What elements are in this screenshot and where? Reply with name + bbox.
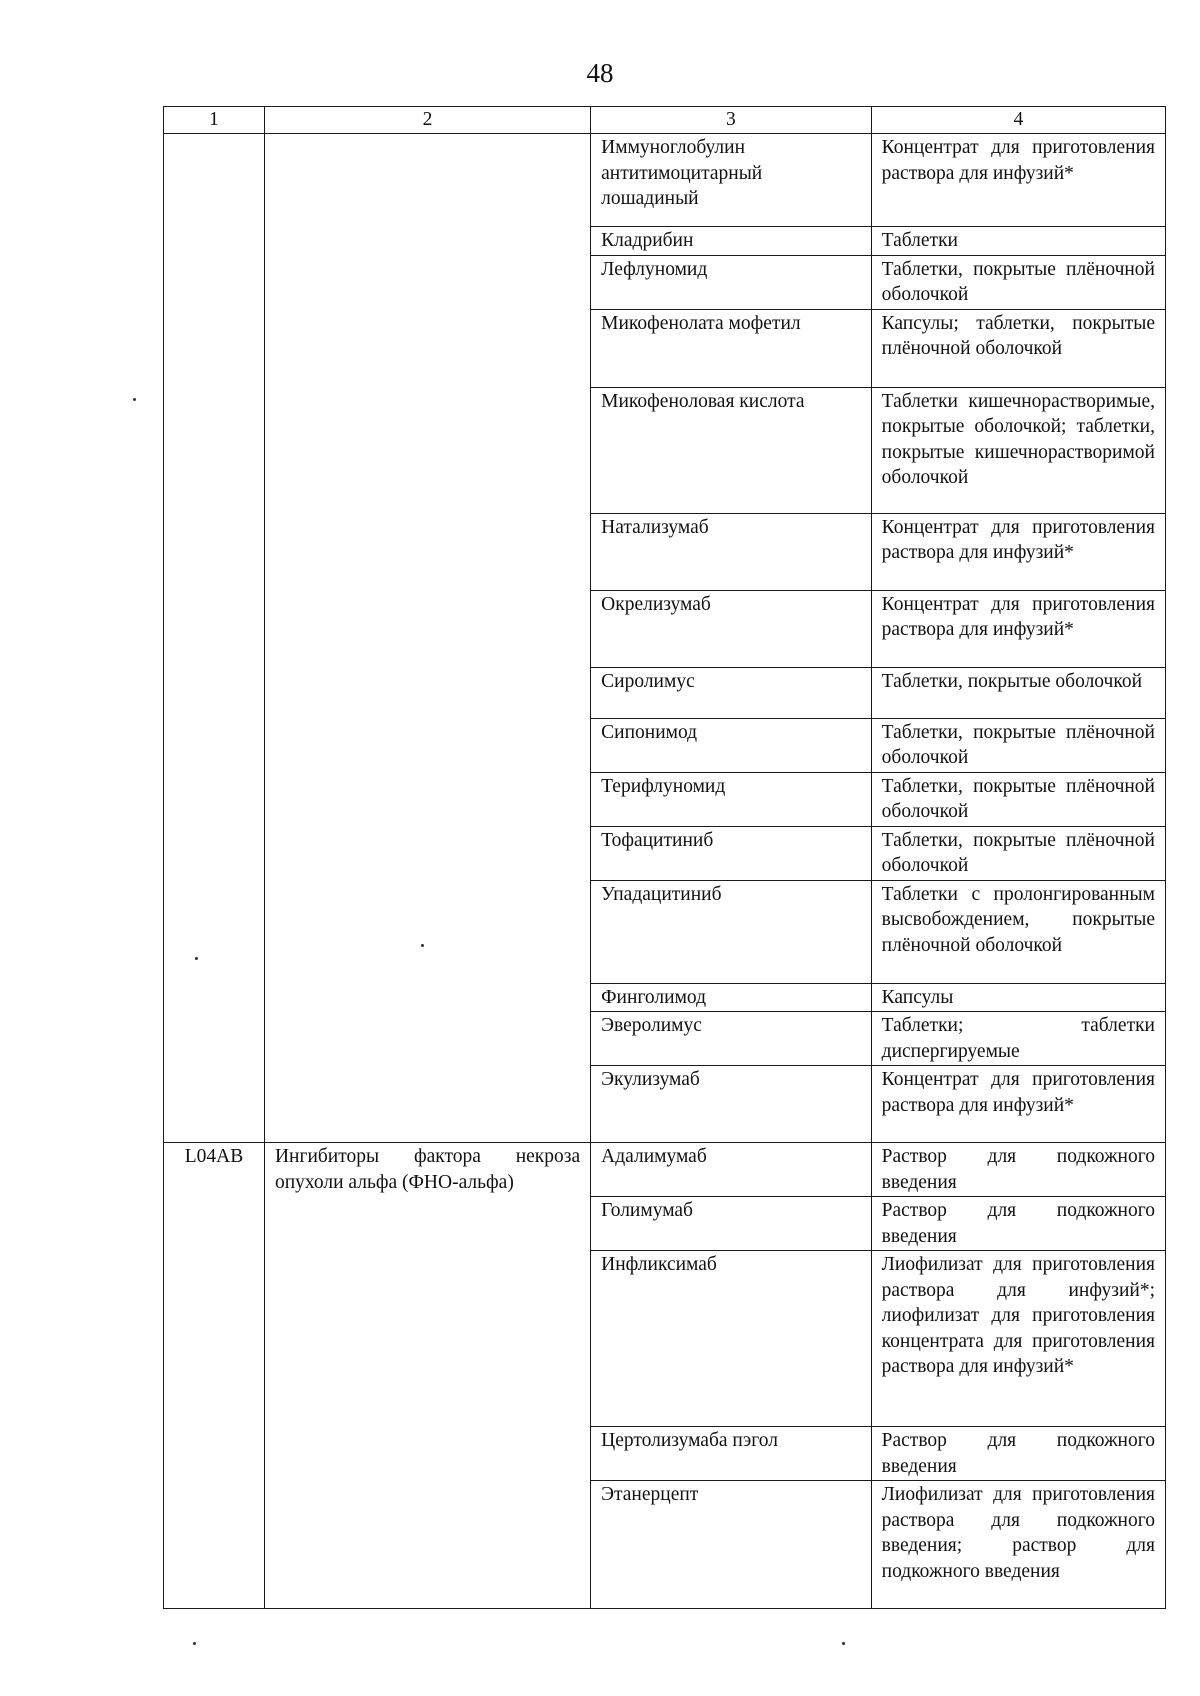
dosage-form-cell: Таблетки, покрытые оболочкой	[871, 667, 1165, 718]
drug-name-cell: Окрелизумаб	[591, 590, 872, 667]
dosage-form-cell: Капсулы	[871, 983, 1165, 1012]
table-header-row	[164, 107, 1166, 134]
table-row	[164, 1143, 1166, 1197]
dosage-form-cell: Концентрат для приготовления раствора для инфузий*	[871, 134, 1165, 227]
dosage-form-cell: Таблетки, покрытые плёночной оболочкой	[871, 718, 1165, 772]
dosage-form-cell: Концентрат для приготовления раствора для инфузий*	[871, 1066, 1165, 1143]
table-row	[164, 134, 1166, 227]
dosage-form-cell: Раствор для подкожного введения	[871, 1427, 1165, 1481]
dosage-form-cell: Таблетки, покрытые плёночной оболочкой	[871, 772, 1165, 826]
page-number: 48	[586, 58, 614, 88]
dosage-form-cell: Лиофилизат для приготовления раствора для подкожного введения; раствор для подкожного введения	[871, 1481, 1165, 1609]
drug-name-cell: Микофеноловая кислота	[591, 387, 872, 513]
dosage-form-cell: Концентрат для приготовления раствора для инфузий*	[871, 590, 1165, 667]
dosage-form-cell: Таблетки с пролонгированным высвобождением, покрытые плёночной оболочкой	[871, 880, 1165, 983]
dosage-form-cell: Таблетки кишечнорастворимые, покрытые оболочкой; таблетки, покрытые кишечнорастворимой оболочкой	[871, 387, 1165, 513]
dosage-form-cell: Таблетки	[871, 227, 1165, 256]
drug-name-cell: Адалимумаб	[591, 1143, 872, 1197]
drug-name-cell: Терифлуномид	[591, 772, 872, 826]
scan-speck	[842, 1642, 845, 1645]
drug-name-cell: Инфликсимаб	[591, 1251, 872, 1427]
drug-name-cell: Микофенолата мофетил	[591, 309, 872, 387]
column-header: 4	[871, 107, 1165, 134]
drug-name-cell: Этанерцепт	[591, 1481, 872, 1609]
drug-name-cell: Эверолимус	[591, 1012, 872, 1066]
drug-name-cell: Кладрибин	[591, 227, 872, 256]
group-name-cell	[264, 134, 590, 1143]
drug-name-cell: Упадацитиниб	[591, 880, 872, 983]
drug-name-cell: Сиролимус	[591, 667, 872, 718]
dosage-form-cell: Лиофилизат для приготовления раствора для инфузий*; лиофилизат для приготовления концентрата для приготовления раствора для инфузий*	[871, 1251, 1165, 1427]
drug-name-cell: Финголимод	[591, 983, 872, 1012]
drug-name-cell: Цертолизумаба пэгол	[591, 1427, 872, 1481]
dosage-form-cell: Таблетки, покрытые плёночной оболочкой	[871, 826, 1165, 880]
scan-speck	[421, 944, 424, 947]
column-header: 2	[264, 107, 590, 134]
dosage-form-cell: Таблетки, покрытые плёночной оболочкой	[871, 255, 1165, 309]
scan-speck	[193, 1642, 196, 1645]
dosage-form-cell: Концентрат для приготовления раствора для инфузий*	[871, 513, 1165, 590]
dosage-form-cell: Капсулы; таблетки, покрытые плёночной оболочкой	[871, 309, 1165, 387]
atc-code-cell: L04AB	[164, 1143, 265, 1609]
column-header: 1	[164, 107, 265, 134]
scan-speck	[195, 957, 198, 960]
drug-name-cell: Сипонимод	[591, 718, 872, 772]
drug-table	[163, 106, 1166, 1609]
drug-name-cell: Экулизумаб	[591, 1066, 872, 1143]
dosage-form-cell: Раствор для подкожного введения	[871, 1143, 1165, 1197]
column-header: 3	[591, 107, 872, 134]
drug-name-cell: Тофацитиниб	[591, 826, 872, 880]
drug-name-cell: Голимумаб	[591, 1197, 872, 1251]
drug-name-cell: Лефлуномид	[591, 255, 872, 309]
dosage-form-cell: Раствор для подкожного введения	[871, 1197, 1165, 1251]
atc-code-cell	[164, 134, 265, 1143]
dosage-form-cell: Таблетки; таблетки диспергируемые	[871, 1012, 1165, 1066]
drug-name-cell: Натализумаб	[591, 513, 872, 590]
drug-name-cell: Иммуноглобулин антитимоцитарный лошадиный	[591, 134, 872, 227]
scan-speck	[133, 398, 136, 401]
group-name-cell: Ингибиторы фактора некроза опухоли альфа (ФНО-альфа)	[264, 1143, 590, 1609]
